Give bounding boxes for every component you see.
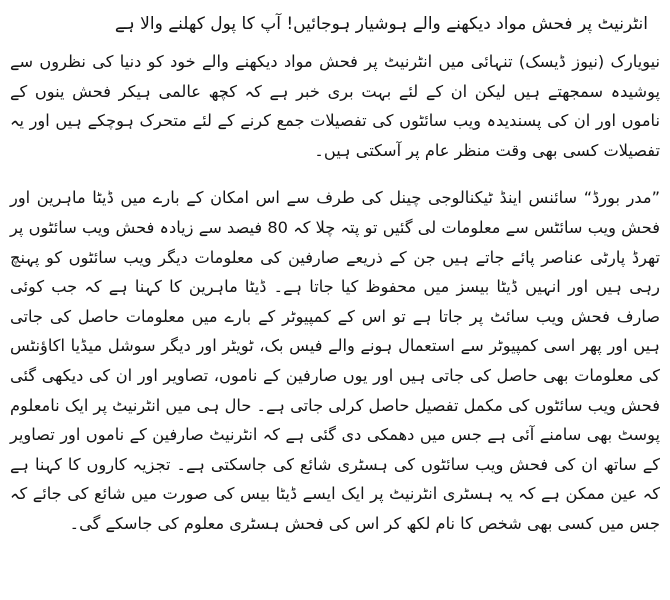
article-headline: انٹرنیٹ پر فحش مواد دیکھنے والے ہوشیار ہوجائیں! آپ کا پول کھلنے والا ہے (114, 14, 648, 34)
article-paragraph-intro: نیویارک (نیوز ڈیسک) تنہائی میں انٹرنیٹ پر فحش مواد دیکھنے والے خود کو دنیا کی نظروں سے پوشیدہ سمجھتے ہیں لیکن ان کے لئے بہت بری خبر ہے کہ کچھ عالمی ہیکر فحش ینوں کے ناموں اور ان کی پسندیدہ ویب سائٹوں کی تفصیلات جمع کرنے کے لئے متحرک ہوچکے ہیں اور یہ تفصیلات کسی بھی وقت منظر عام پر آسکتی ہیں۔ (10, 52, 660, 160)
article-paragraph-body: ”مدر بورڈ“ سائنس اینڈ ٹیکنالوجی چینل کی طرف سے اس امکان کے بارے میں ڈیٹا ماہرین اور فحش ویب سائٹس سے معلومات لی گئیں تو پتہ چلا کہ 80 فیصد سے زیادہ فحش ویب سائٹوں پر تھرڈ پارٹی عناصر پائے جاتے ہیں جن کے ذریعے صارفین کی معلومات دیگر ویب سائٹوں کو پہنچ رہی ہیں اور انہیں ڈیٹا بیسز میں محفوظ کیا جاتا ہے۔ ڈیٹا ماہرین کا کہنا ہے کہ جب کوئی صارف فحش ویب سائٹ پر جاتا ہے تو اس کے کمپیوٹر کے بارے میں معلومات حاصل کی جاتی ہیں اور پھر اسی کمپیوٹر سے استعمال ہونے والے فیس بک، ٹویٹر اور دیگر سوشل میڈیا اکاؤنٹس کی معلومات بھی حاصل کی جاتی ہیں اور یوں صارفین کے ناموں، تصاویر اور ان کی دیکھی گئی فحش ویب سائٹوں کی مکمل تفصیل حاصل کرلی جاتی ہے۔ حال ہی میں انٹرنیٹ پر ایک نامعلوم پوسٹ بھی سامنے آئی ہے جس میں دھمکی دی گئی ہے کہ انٹرنیٹ صارفین کے ناموں اور تصاویر کے ساتھ ان کی فحش ویب سائٹوں کی ہسٹری شائع کی جاسکتی ہے۔ تجزیہ کاروں کا کہنا ہے کہ عین ممکن ہے کہ یہ ہسٹری انٹرنیٹ پر ایک ایسے ڈیٹا بیس کی صورت میں شائع کی جائے کہ جس میں کسی بھی شخص کا نام لکھ کر اس کی فحش ہسٹری معلوم کی جاسکے گی۔ (10, 188, 660, 533)
article (10, 4, 660, 557)
